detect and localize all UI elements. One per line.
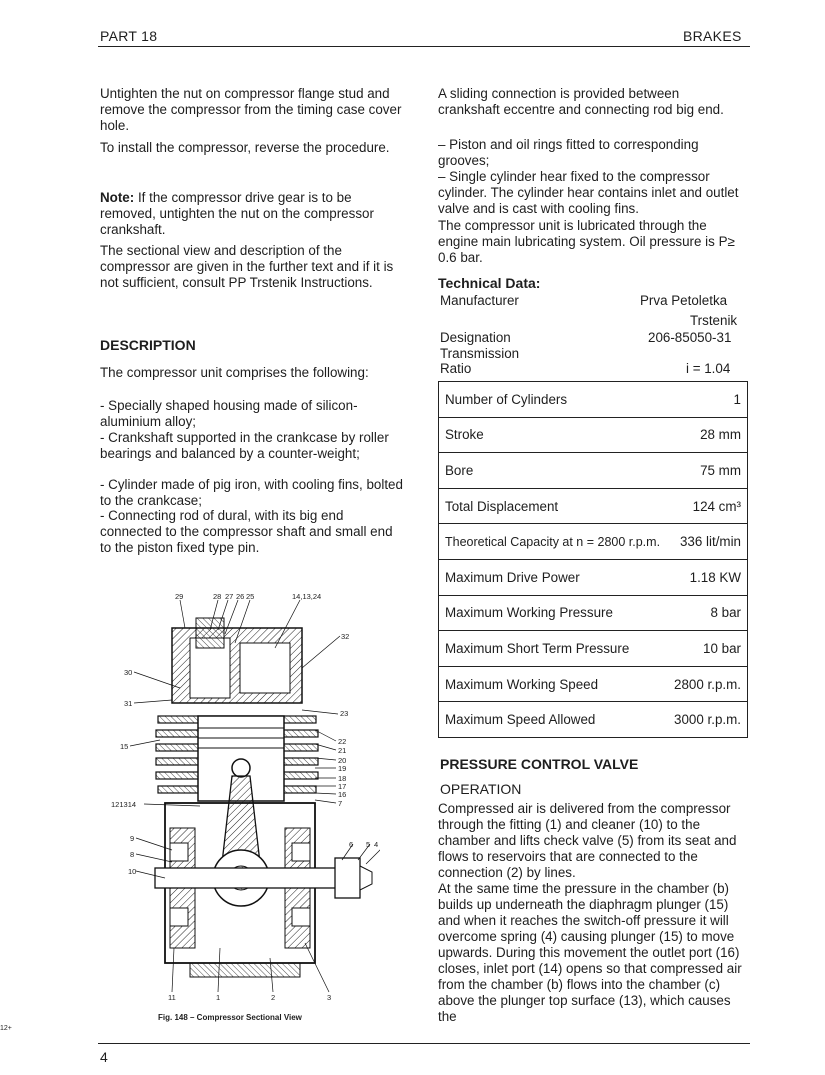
- note-paragraph: [100, 190, 405, 238]
- table-row: [439, 417, 748, 453]
- spec-value: 10 bar: [667, 631, 747, 667]
- note-label: Note:: [100, 190, 135, 205]
- callout-10: 10: [128, 867, 137, 876]
- spec-label: Maximum Drive Power: [439, 559, 668, 595]
- spec-value: 1: [667, 382, 747, 418]
- spec-label: Maximum Working Pressure: [439, 595, 668, 631]
- bullet-housing: - Specially shaped housing made of silicon-aluminium alloy;: [100, 398, 358, 429]
- callout-5: 5: [366, 840, 371, 849]
- paragraph-sectional-view: The sectional view and description of the compressor are given in the further text and if it is not sufficient, consult PP Trstenik Instructions.: [100, 243, 394, 290]
- callout-2: 2: [271, 993, 276, 1002]
- ratio-label: Ratio: [440, 361, 472, 376]
- table-row: [439, 595, 748, 631]
- margin-mark: 12+: [0, 1025, 12, 1032]
- bullet-connecting-rod: - Connecting rod of dural, with its big end connected to the compressor shaft and small end to the piston fixed type pin.: [100, 508, 393, 555]
- table-row: [439, 382, 748, 418]
- spec-label: Maximum Speed Allowed: [439, 702, 668, 738]
- paragraph-compressed-air: Compressed air is delivered from the compressor through the fitting (1) and cleaner (10) to the chamber and lifts check valve (5) from its seat and flows to reservoirs that are connected to the connection (2) by lines.: [438, 801, 737, 880]
- callout-22: 22: [338, 737, 347, 746]
- spec-label: Maximum Short Term Pressure: [439, 631, 668, 667]
- table-row: [439, 702, 748, 738]
- callout-27: 27: [225, 592, 234, 601]
- table-row: [439, 631, 748, 667]
- callout-19: 19: [338, 764, 347, 773]
- spec-value: 8 bar: [667, 595, 747, 631]
- compressor-sectional-figure: [110, 588, 380, 1008]
- callout-16: 16: [338, 790, 347, 799]
- callout-28: 28: [213, 592, 222, 601]
- spec-value: 28 mm: [667, 417, 747, 453]
- callout-26: 26: [236, 592, 245, 601]
- header-rule: [98, 46, 750, 47]
- spec-value: 3000 r.p.m.: [667, 702, 747, 738]
- spec-label: Theoretical Capacity at n = 2800 r.p.m.: [439, 524, 668, 560]
- spec-label: Bore: [439, 453, 668, 489]
- designation-value: 206-85050-31: [648, 330, 732, 345]
- designation-label: Designation: [440, 330, 511, 345]
- callout-32: 32: [341, 632, 350, 641]
- callout-1: 1: [216, 993, 221, 1002]
- spec-label: Total Displacement: [439, 488, 668, 524]
- callout-14-13-24: 14,13,24: [292, 592, 322, 601]
- callout-7: 7: [338, 799, 343, 808]
- callout-21: 21: [338, 746, 347, 755]
- section-label: BRAKES: [683, 28, 742, 44]
- callout-18: 18: [338, 774, 347, 783]
- spec-label: Maximum Working Speed: [439, 666, 668, 702]
- manufacturer-value-1: Prva Petoletka: [640, 293, 728, 308]
- callout-15: 15: [120, 742, 129, 751]
- table-row: [439, 524, 748, 560]
- bullet-piston-rings: – Piston and oil rings fitted to corresponding grooves;: [438, 137, 699, 168]
- callout-23: 23: [340, 709, 349, 718]
- callout-11: 11: [168, 993, 176, 1002]
- transmission-label: Transmission: [440, 346, 520, 361]
- paragraph-remove-compressor: Untighten the nut on compressor flange stud and remove the compressor from the timing case cover hole.: [100, 86, 402, 133]
- pressure-control-valve-heading: PRESSURE CONTROL VALVE: [440, 756, 639, 772]
- callout-29: 29: [175, 592, 184, 601]
- manufacturer-label: Manufacturer: [440, 293, 519, 308]
- spec-label: Number of Cylinders: [439, 382, 668, 418]
- callout-31: 31: [124, 699, 133, 708]
- callout-25: 25: [246, 592, 255, 601]
- callout-4: 4: [374, 840, 379, 849]
- figure-caption: Fig. 148 – Compressor Sectional View: [158, 1013, 302, 1022]
- note-text: If the compressor drive gear is to be removed, untighten the nut on the compressor crankshaft.: [100, 190, 374, 237]
- callout-17: 17: [338, 782, 347, 791]
- paragraph-install: To install the compressor, reverse the procedure.: [100, 140, 390, 155]
- callout-3: 3: [327, 993, 332, 1002]
- table-row: [439, 666, 748, 702]
- table-row: [439, 488, 748, 524]
- footer-rule: [98, 1043, 750, 1044]
- bullet-cylinder: - Cylinder made of pig iron, with cooling fins, bolted to the crankcase;: [100, 477, 403, 508]
- spec-value: 336 lit/min: [667, 524, 747, 560]
- callout-8: 8: [130, 850, 135, 859]
- technical-data-heading: Technical Data:: [438, 275, 541, 291]
- ratio-value: i = 1.04: [686, 361, 731, 376]
- paragraph-sliding-connection: A sliding connection is provided between crankshaft eccentre and connecting rod big end.: [438, 86, 724, 117]
- callout-6: 6: [349, 840, 354, 849]
- spec-value: 124 cm³: [667, 488, 747, 524]
- table-row: [439, 453, 748, 489]
- crankshaft: [155, 868, 360, 888]
- bullet-crankshaft: - Crankshaft supported in the crankcase by roller bearings and balanced by a counter-weight;: [100, 430, 389, 461]
- paragraph-chamber-pressure: At the same time the pressure in the chamber (b) builds up underneath the diaphragm plunger (15) and when it reaches the switch-off pressure it will overcome spring (4) causing plunger (15) to move upwards. During this movement the outlet port (16) closes, inlet port (14) opens so that compressed air from the chamber (b) flows into the chamber (c) above the plunger top surface (13), which causes the: [438, 881, 742, 1024]
- paragraph-lubrication: The compressor unit is lubricated through the engine main lubricating system. Oil pressure is P≥ 0.6 bar.: [438, 218, 735, 265]
- spec-label: Stroke: [439, 417, 668, 453]
- callout-30: 30: [124, 668, 133, 677]
- callout-20: 20: [338, 756, 347, 765]
- paragraph-comprises: The compressor unit comprises the following:: [100, 365, 369, 380]
- callout-9: 9: [130, 834, 135, 843]
- manufacturer-value-2: Trstenik: [690, 313, 738, 328]
- technical-data-table: [438, 381, 748, 738]
- page-number: 4: [100, 1049, 108, 1065]
- spec-value: 2800 r.p.m.: [667, 666, 747, 702]
- spec-value: 75 mm: [667, 453, 747, 489]
- description-heading: DESCRIPTION: [100, 337, 196, 353]
- bullet-cylinder-hear: – Single cylinder hear fixed to the compressor cylinder. The cylinder hear contains inlet and outlet valve and is cast with cooling fins.: [438, 169, 739, 216]
- table-row: [439, 559, 748, 595]
- operation-heading: OPERATION: [440, 781, 522, 797]
- part-label: PART 18: [100, 28, 158, 44]
- spec-value: 1.18 KW: [667, 559, 747, 595]
- callout-12-13-14: 121314: [111, 800, 137, 809]
